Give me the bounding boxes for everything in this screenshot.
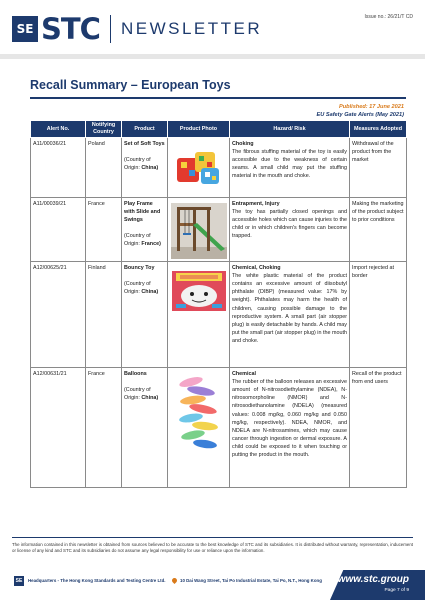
stc-logo-mark: SE [12,16,38,42]
hazard-title: Chemical, Choking [232,265,281,271]
origin-label: (Country of Origin: [124,281,151,296]
hazard-title: Choking [232,141,254,147]
col-product-photo: Product Photo [168,121,230,138]
hazard-description: The rubber of the balloon releases an excessive amount of N-nitrosodiethylamine (NDEA), N-nitrosomorpholine (NMOR) and N-nitrosodiethanolamine (NDELA) (measured values: 0.008 mg/kg, 0.060 mg/kg and 0.050 mg/kg, respectively). NDEA, NMOR, and NDELA are N-nitrosamines, which may cause cancer through ingestion or dermal exposure. A child could be exposed to it when touching or putting the product in the mouth. [232,379,347,459]
issue-number: Issue no.: 26/21/T CD [364,14,413,20]
disclaimer: The information contained in this newsletter is obtained from sources believed to be accurate to the best knowledge of STC and its subsidiaries. It is distributed without warranty, representation, inducement or license of any kind and STC and its subsidiaries do not assume any legal responsibility for use or reliance upon the information. [12,542,413,554]
hazard-description: The fibrous stuffing material of the toy is easily accessible due to the weakness of certain seams. A small child may put the stuffing material in the mouth and choke. [232,149,347,180]
hazard-cell [230,198,350,262]
product-photo-cell [168,198,230,262]
hazard-cell [230,368,350,488]
alert-no: A12/00625/21 [31,262,86,368]
col-alert-no: Alert No. [31,121,86,138]
country-of-origin [124,156,165,172]
notifying-country: France [86,368,122,488]
origin-value: France) [141,241,161,248]
bouncy-toy-photo [170,268,228,314]
hazard-title: Entrapment, Injury [232,201,280,207]
product-cell [122,138,168,198]
notifying-country: Poland [86,138,122,198]
product-cell [122,368,168,488]
product-cell [122,198,168,262]
footer-bar [0,570,425,600]
hazard-cell [230,262,350,368]
product-photo-cell [168,262,230,368]
measures-adopted: Recall of the product from end users [350,368,407,488]
product-name: Bouncy Toy [124,265,155,271]
table-header-row [31,121,407,138]
table-row [31,138,407,198]
source-label: EU Safety Gate Alerts (May 2021) [316,112,404,118]
play-frame-photo [171,203,227,259]
hazard-title: Chemical [232,371,256,377]
country-of-origin [124,232,165,248]
origin-value: China) [141,395,159,402]
origin-label: (Country of Origin: [124,233,151,248]
hazard-description: The toy has partially closed openings and accessible holes which can cause injuries to the child or in which children's fingers can become trapped. [232,209,347,240]
country-of-origin [124,280,165,296]
origin-label: (Country of Origin: [124,157,151,172]
origin-value: China) [141,289,159,296]
alert-no: A12/00631/21 [31,368,86,488]
measures-adopted: Withdrawal of the product from the market [350,138,407,198]
hazard-description: The white plastic material of the product contains an excessive amount of diisobutyl phthalate (DIBP) (measured value: 17% by weight). Phthalates may harm the health of children, causing possible damage to the reproductive system. A small part (air stopper plug) is easily detachable by hands. A child may put the small part (air stopper plug) in the mouth and choke. [232,273,347,344]
table-row [31,262,407,368]
header-logo [12,12,262,46]
measures-adopted: Import rejected at border [350,262,407,368]
hazard-cell [230,138,350,198]
hq-address: 10 Dai Wang Street, Tai Po Industrial Estate, Tai Po, N.T., Hong Kong [180,578,322,583]
hq-logo-icon: SE [15,578,23,584]
header-rule [0,54,425,59]
product-cell [122,262,168,368]
product-photo-cell [168,138,230,198]
origin-label: (Country of Origin: [124,387,151,402]
footer-rule [12,537,413,538]
balloons-photo [171,374,227,454]
alert-no: A11/00036/21 [31,138,86,198]
page-number: Page 7 of 9 [384,588,409,593]
col-measures-adopted: Measures Adopted [350,121,407,138]
product-name: Play Frame with Slide and Swings [124,201,161,224]
col-hazard-risk: Hazard/ Risk [230,121,350,138]
location-pin-icon [171,576,178,583]
alert-no: A11/00039/21 [31,198,86,262]
table-row [31,368,407,488]
title-divider [30,97,406,99]
measures-adopted: Making the marketing of the product subject to prior conditions [350,198,407,262]
product-photo-cell [168,368,230,488]
newsletter-label: NEWSLETTER [120,19,263,38]
stc-logo-text: STC [41,11,100,46]
hq-label: Headquarters - The Hong Kong Standards and Testing Centre Ltd. [28,578,166,583]
col-notifying-country: Notifying Country [86,121,122,138]
product-name: Set of Soft Toys [124,141,165,147]
product-name: Balloons [124,371,147,377]
header-divider [110,15,111,43]
origin-value: China) [141,165,159,172]
notifying-country: France [86,198,122,262]
notifying-country: Finland [86,262,122,368]
published-date: Published: 17 June 2021 [339,104,404,110]
soft-toys-photo [171,144,227,188]
table-row [31,198,407,262]
col-product: Product [122,121,168,138]
country-of-origin [124,386,165,402]
recall-table [30,120,407,488]
website-link[interactable]: www.stc.group [337,574,409,585]
page-title: Recall Summary – European Toys [30,78,231,92]
